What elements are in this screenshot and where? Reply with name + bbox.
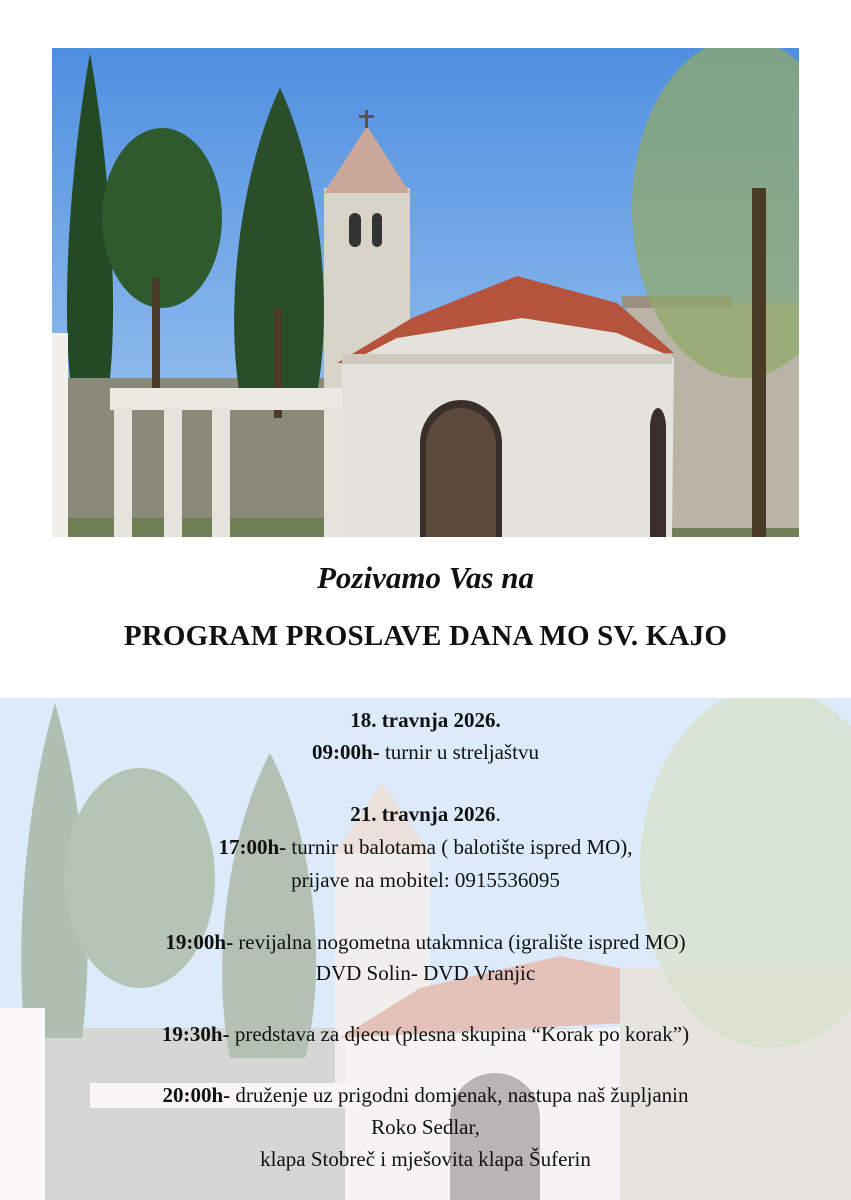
event-day2-2: [0, 928, 851, 956]
church-photo: [52, 48, 799, 537]
event-day2-2-extra: DVD Solin- DVD Vranjic: [315, 961, 536, 985]
event-day2-1-extra: prijave na mobitel: 0915536095: [291, 868, 560, 892]
event-day2-1: [0, 833, 851, 861]
event-day2-4-extra1: Roko Sedlar,: [371, 1115, 480, 1139]
date-day1: 18. travnja 2026.: [350, 708, 501, 732]
event-text: revijalna nogometna utakmnica (igralište ispred MO): [233, 930, 686, 954]
event-day2-4: [0, 1081, 851, 1109]
event-time: 20:00h-: [162, 1083, 231, 1107]
page-title: PROGRAM PROSLAVE DANA MO SV. KAJO: [123, 620, 728, 652]
event-text: turnir u streljaštvu: [379, 740, 539, 764]
event-text: druženje uz prigodni domjenak, nastupa naš župljanin: [230, 1083, 689, 1107]
event-time: 19:30h-: [161, 1022, 230, 1046]
event-time: 09:00h-: [312, 740, 380, 764]
event-text: turnir u balotama ( balotište ispred MO),: [286, 835, 633, 859]
event-text: predstava za djecu (plesna skupina “Korak po korak”): [229, 1022, 690, 1046]
event-day2-4-extra2: klapa Stobreč i mješovita klapa Šuferin: [260, 1147, 591, 1171]
event-day2-3: [0, 1020, 851, 1048]
event-time: 19:00h-: [165, 930, 234, 954]
date-day2: 21. travnja 2026.: [350, 802, 501, 826]
event-day1-1: [0, 738, 851, 766]
invitation-line: Pozivamo Vas na: [316, 560, 535, 595]
event-time: 17:00h-: [218, 835, 287, 859]
